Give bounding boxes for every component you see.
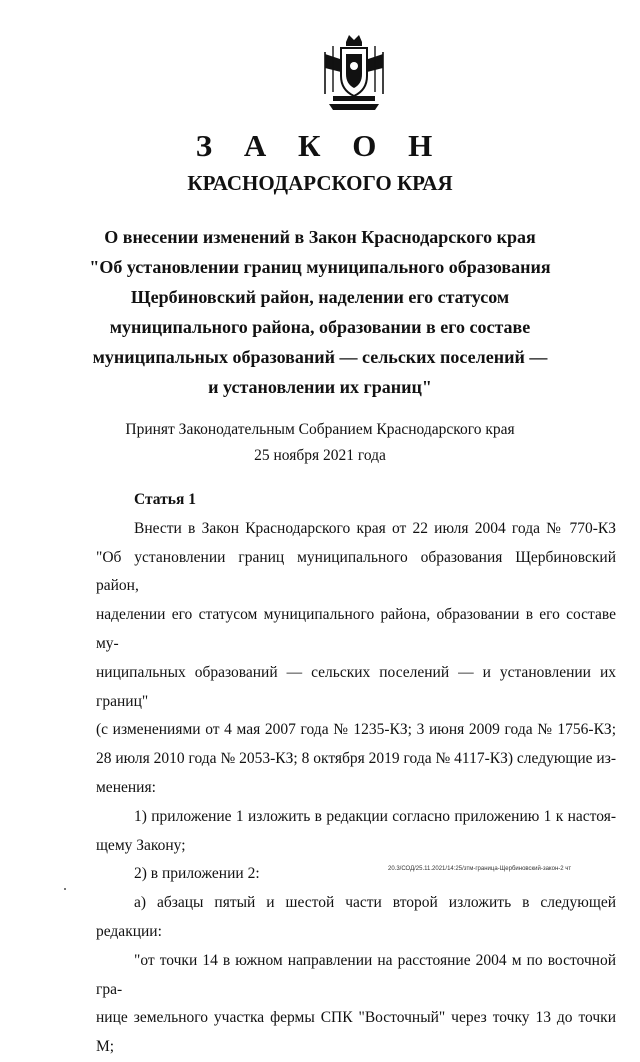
scan-dot xyxy=(64,888,66,890)
adoption-info xyxy=(0,417,640,469)
document-footer: 20.3/СОД/25.11.2021/14:25/зтм-граница-Щербиновский-закон-2 чт xyxy=(388,866,572,872)
article-title: Статья 1 xyxy=(134,491,196,508)
adoption-line: Принят Законодательным Собранием Краснодарского края xyxy=(125,421,515,438)
body-line: Внести в Закон Краснодарского края от 22 июля 2004 года № 770-КЗ xyxy=(134,519,616,537)
heading-line: муниципальных образований — сельских поселений — xyxy=(92,347,548,367)
heading-line: Щербиновский район, наделении его статусом xyxy=(130,287,510,307)
body-line: 28 июля 2010 года № 2053-КЗ; 8 октября 2019 года № 4117-КЗ) следующие из- xyxy=(96,750,616,768)
body-line: 2) в приложении 2: xyxy=(134,865,260,883)
body-line: "Об установлении границ муниципального образования Щербиновский район, xyxy=(96,548,616,595)
document-title: З А К О Н xyxy=(195,128,445,163)
adoption-date: 25 ноября 2021 года xyxy=(254,447,386,464)
body-line: менения: xyxy=(96,778,156,796)
body-line: ниципальных образований — сельских поселений — и установлении их границ" xyxy=(96,663,616,710)
heading-line: муниципального района, образовании в его составе xyxy=(109,317,531,337)
law-heading xyxy=(0,222,640,402)
body-line: 1) приложение 1 изложить в редакции согласно приложению 1 к настоя- xyxy=(134,807,616,825)
heading-line: и установлении их границ" xyxy=(208,377,432,397)
heading-line: "Об установлении границ муниципального образования xyxy=(89,257,551,277)
body-line: (с изменениями от 4 мая 2007 года № 1235-КЗ; 3 июня 2009 года № 1756-КЗ; xyxy=(96,721,616,739)
body-line: а) абзацы пятый и шестой части второй изложить в следующей редакции: xyxy=(96,894,616,940)
body-line: нице земельного участка фермы СПК "Восточный" через точку 13 до точки М; xyxy=(96,1009,616,1056)
body-line: наделении его статусом муниципального района, образовании в его составе му- xyxy=(96,606,616,652)
body-line: щему Закону; xyxy=(96,836,186,854)
body-line: "от точки 14 в южном направлении на расстояние 2004 м по восточной гра- xyxy=(96,951,616,998)
document-subtitle: КРАСНОДАРСКОГО КРАЯ xyxy=(187,171,453,195)
coat-of-arms-icon xyxy=(313,32,395,114)
heading-line: О внесении изменений в Закон Краснодарского края xyxy=(104,227,536,247)
article-body xyxy=(96,486,616,1062)
